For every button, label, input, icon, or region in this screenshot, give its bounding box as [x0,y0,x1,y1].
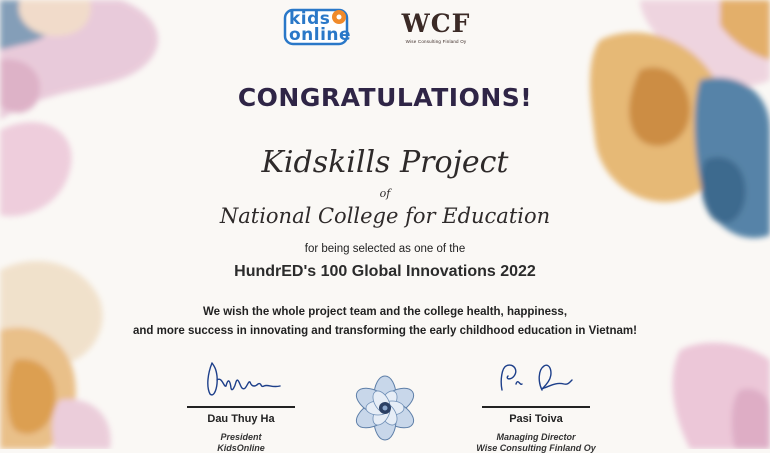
signature-line-right [482,406,590,408]
institution-name: National College for Education [219,204,551,228]
of-connector: of [379,187,391,200]
congratulations-heading: CONGRATULATIONS! [237,83,533,112]
signatory-org-left: KidsOnline [217,443,265,453]
kids-logo-text-top: kids [289,9,331,29]
signature-pasi-toiva [494,360,579,402]
award-title: HundrED's 100 Global Innovations 2022 [234,263,536,280]
bottom-left-watercolor [0,261,111,449]
wish-line-1: We wish the whole project team and the college health, happiness, [202,306,568,318]
signatory-name-right: Pasi Toiva [509,413,563,425]
signature-dau-thuy-ha [200,358,285,403]
signatory-org-right: Wise Consulting Finland Oy [476,443,596,453]
signature-line-left [187,406,295,408]
signatory-title-right: Managing Director [496,432,576,442]
flower-ornament [352,375,418,441]
project-name: Kidskills Project [261,145,509,180]
wcf-logo-tagline: Wise Consulting Finland Oy [405,39,467,44]
signatory-name-left: Dau Thuy Ha [207,413,275,425]
kids-logo-text-bottom: online [289,25,352,45]
selection-text: for being selected as one of the [304,243,466,255]
wcf-logo-letters: WCF [401,9,471,38]
wish-line-2: and more success in innovating and transforming the early childhood education in Vietnam! [133,325,637,337]
signatory-title-left: President [220,432,262,442]
wcf-logo [390,10,482,46]
kidsonline-logo [282,8,352,46]
